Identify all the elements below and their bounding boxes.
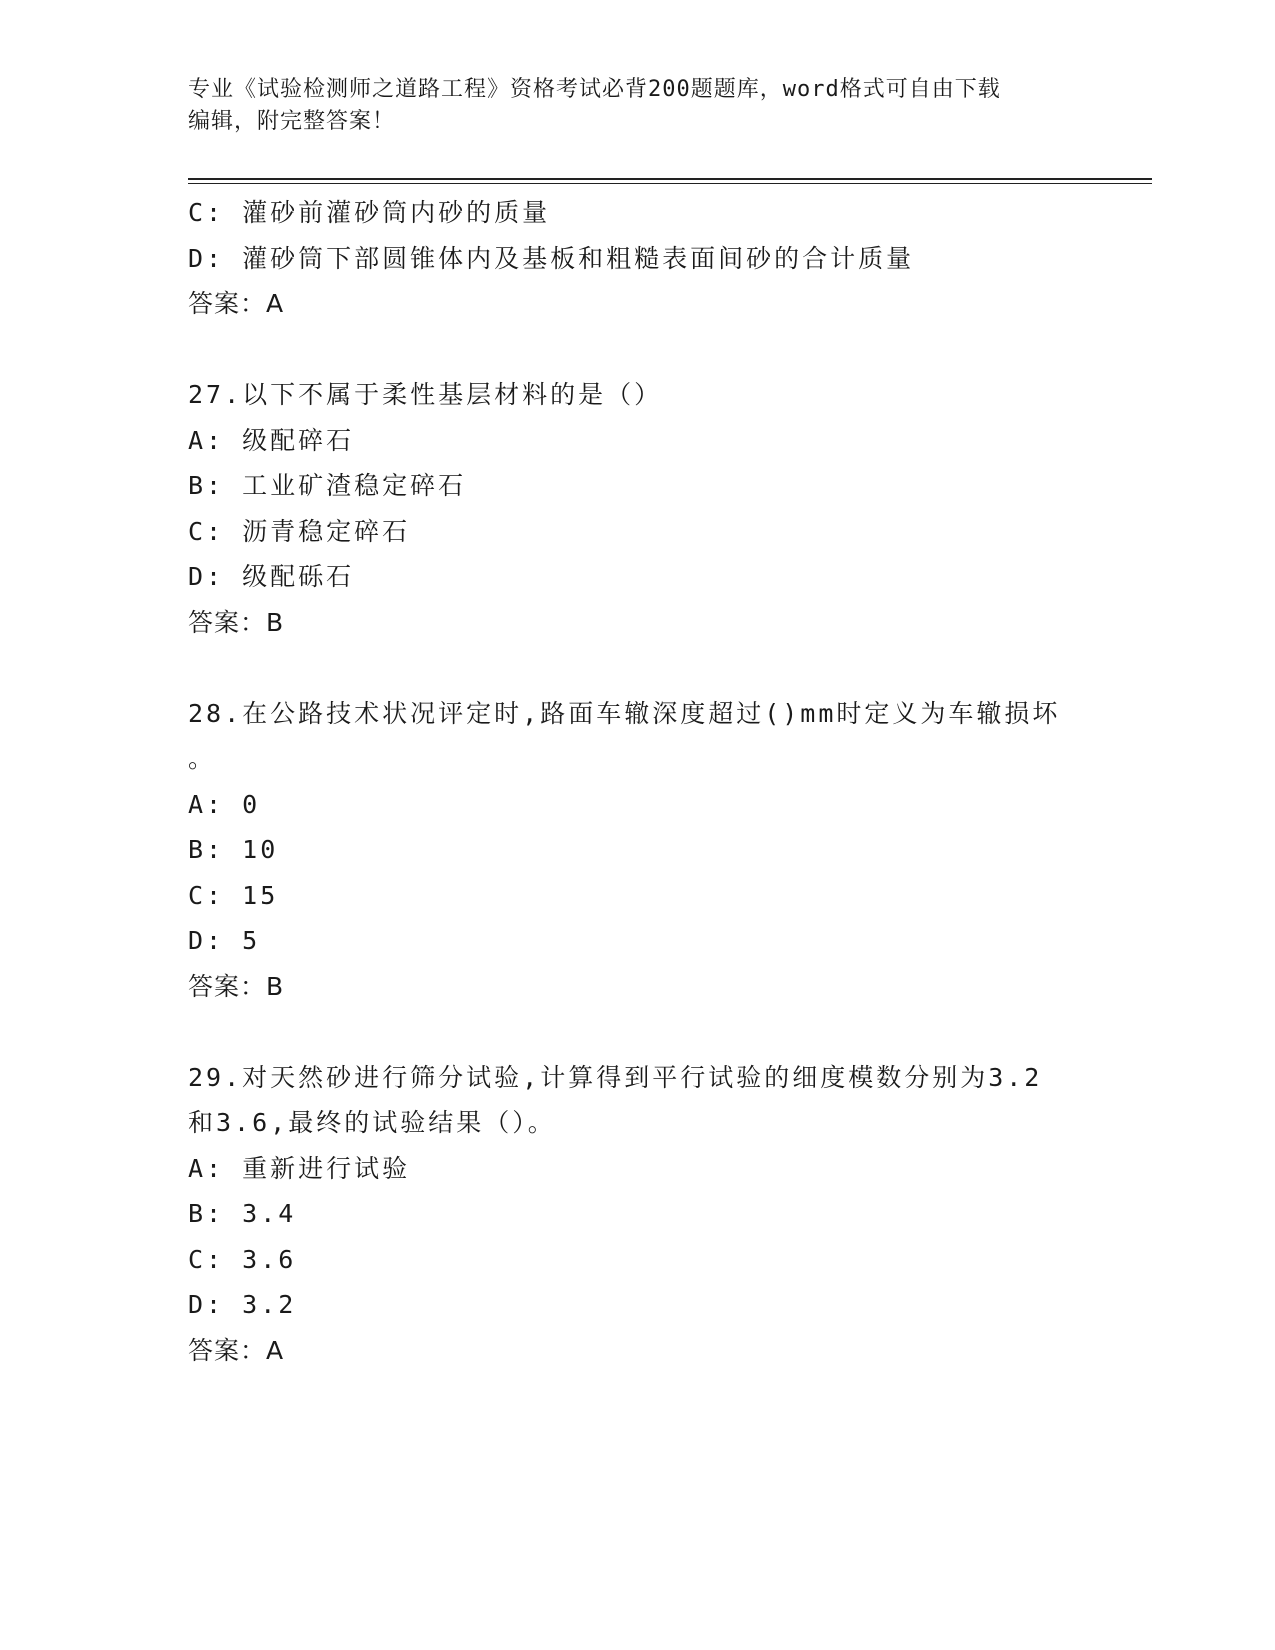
option-c: C: 沥青稳定碎石 [188,516,411,546]
spacer [188,327,1088,373]
option-c: C: 灌砂前灌砂筒内砂的质量 [188,198,551,227]
question-stem: 29.对天然砂进行筛分试验,计算得到平行试验的细度模数分别为3.2 [188,1062,1043,1092]
option-c: C: 3.6 [188,1244,297,1274]
option-a: A: 0 [188,789,261,819]
option-d: D: 3.2 [188,1290,297,1319]
question-stem-continuation: 和3.6,最终的试验结果（）。 [188,1108,556,1137]
option-c: C: 15 [188,880,279,910]
option-a: A: 级配碎石 [188,425,355,455]
document-body [188,190,1088,1373]
question-stem: 27.以下不属于柔性基层材料的是（） [188,380,663,409]
option-d: D: 灌砂筒下部圆锥体内及基板和粗糙表面间砂的合计质量 [188,243,915,273]
question-29 [188,1055,1088,1374]
spacer [188,645,1088,691]
answer-line: 答案：B [188,971,285,1001]
option-a: A: 重新进行试验 [188,1153,411,1183]
option-d: D: 级配砾石 [188,562,355,591]
question-27 [188,372,1088,645]
option-b: B: 10 [188,835,279,864]
question-stem-continuation: 。 [188,744,217,773]
answer-line: 答案：A [188,289,285,318]
document-header [188,74,1078,138]
question-28 [188,691,1088,1010]
answer-line: 答案：A [188,1335,285,1365]
question-stem: 28.在公路技术状况评定时,路面车辙深度超过()mm时定义为车辙损坏 [188,698,1061,728]
header-line-1: 专业《试验检测师之道路工程》资格考试必背200题题库，word格式可自由下载 [188,77,1001,102]
option-b: B: 工业矿渣稳定碎石 [188,471,467,500]
answer-line: 答案：B [188,607,285,637]
option-b: B: 3.4 [188,1199,297,1228]
header-line-2: 编辑，附完整答案！ [188,109,396,134]
option-d: D: 5 [188,926,261,955]
previous-question-tail [188,190,1088,327]
header-divider-thin [188,183,1152,184]
header-divider-thick [188,178,1152,180]
spacer [188,1009,1088,1055]
